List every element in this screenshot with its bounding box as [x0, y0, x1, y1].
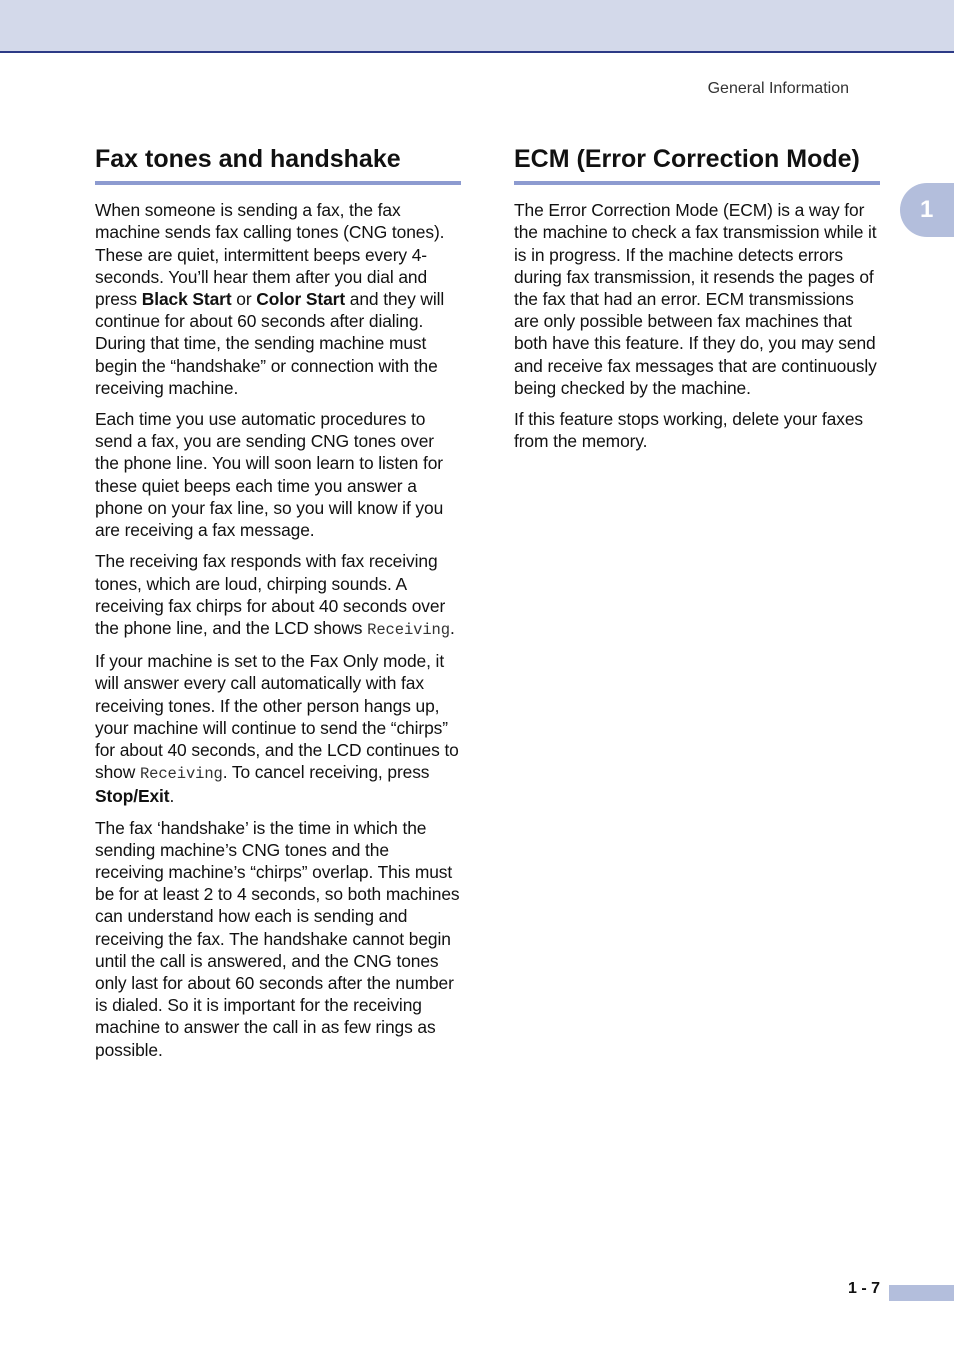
black-start-key: Black Start	[141, 289, 232, 310]
paragraph-automatic-procedures: Each time you use automatic procedures to send a fax, you are sending CNG tones over the phone line. You will soon learn to listen for these quiet beeps each time you answer a phone on your fax line, so you will know if you are receiving a fax message.	[95, 409, 444, 541]
paragraph-fax-only-mode	[95, 650, 461, 807]
lcd-message: Receiving	[367, 620, 450, 639]
text-run: If your machine is set to the Fax Only mode, it will answer every call automatically with fax receiving tones. If the other person hangs up, your machine will continue to send the “chirps” for about 40 seconds, and the LCD continues to show	[95, 651, 459, 783]
text-run: or	[231, 289, 257, 310]
text-run: The receiving fax responds with fax receiving tones, which are loud, chirping sounds. A receiving fax chirps for about 40 seconds over the phone line, and the LCD shows	[95, 551, 446, 638]
stop-exit-key: Stop/Exit	[95, 786, 170, 807]
top-header-band	[0, 0, 954, 53]
chapter-tab	[900, 183, 954, 237]
left-column	[95, 144, 461, 1070]
right-column	[514, 144, 880, 461]
running-header: General Information	[707, 80, 849, 97]
section-title-fax-tones: Fax tones and handshake	[95, 144, 461, 185]
paragraph-ecm-troubleshoot: If this feature stops working, delete your faxes from the memory.	[514, 409, 863, 452]
page-number: 1 - 7	[847, 1280, 880, 1297]
paragraph-ecm-description: The Error Correction Mode (ECM) is a way for the machine to check a fax transmission while it is in progress. If the machine detects errors during fax transmission, it resends the pages of the fax that had an error. ECM transmissions are only possible between fax machines that both have this feature. If they do, you may send and receive fax messages that are continuously being checked by the machine.	[514, 200, 877, 398]
paragraph-receiving-tones	[95, 550, 461, 641]
text-run: and they will continue for about 60 seconds after dialing. During that time, the sending machine must begin the “handshake” or connection with the receiving machine.	[95, 289, 445, 398]
color-start-key: Color Start	[256, 289, 346, 310]
chapter-number: 1	[920, 196, 934, 223]
paragraph-handshake: The fax ‘handshake’ is the time in which the sending machine’s CNG tones and the receiving machine’s “chirps” overlap. This must be for at least 2 to 4 seconds, so both machines can understand how each is sending and receiving the fax. The handshake cannot begin until the call is answered, and the CNG tones only last for about 60 seconds after the number is dialed. So it is important for the receiving machine to answer the call in as few rings as possible.	[95, 817, 460, 1060]
text-run: . To cancel receiving, press	[222, 762, 430, 783]
paragraph-cng-tones	[95, 199, 461, 399]
page-number-bar	[889, 1285, 954, 1301]
text-run: .	[169, 786, 175, 807]
lcd-message: Receiving	[139, 765, 223, 784]
section-title-ecm: ECM (Error Correction Mode)	[514, 144, 880, 185]
text-run: .	[449, 617, 455, 638]
text-run: When someone is sending a fax, the fax machine sends fax calling tones (CNG tones). These are quiet, intermittent beeps every 4-seconds. You’ll hear them after you dial and press	[95, 200, 445, 310]
